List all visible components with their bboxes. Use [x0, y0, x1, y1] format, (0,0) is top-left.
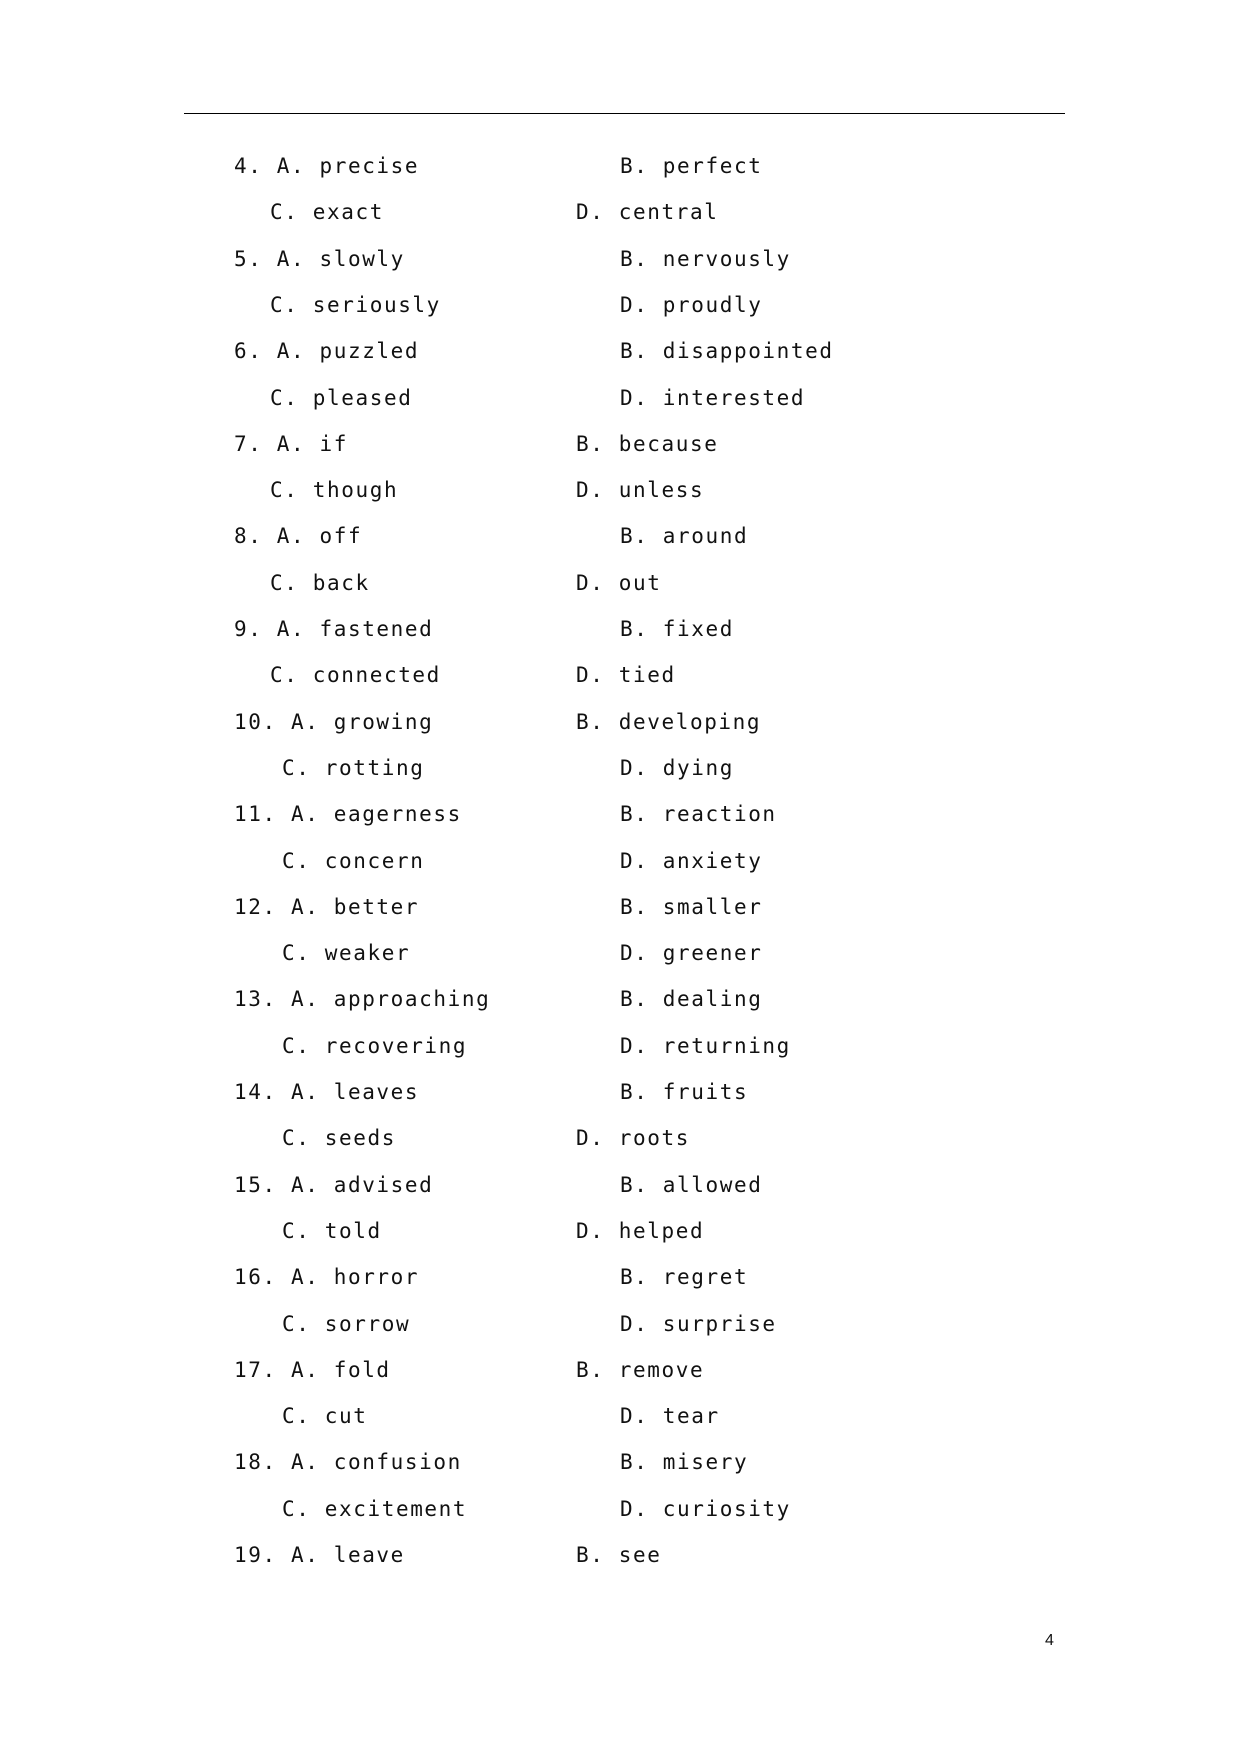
option-left: C. weaker	[282, 941, 411, 965]
option-left: 15. A. advised	[234, 1173, 434, 1197]
option-right: D. interested	[620, 386, 806, 410]
option-left: C. pleased	[270, 386, 413, 410]
option-right: D. greener	[620, 941, 763, 965]
option-left: 11. A. eagerness	[234, 802, 462, 826]
option-left: C. seeds	[282, 1126, 396, 1150]
option-right: D. tied	[576, 663, 676, 687]
option-right: B. developing	[576, 710, 762, 734]
header-rule	[184, 113, 1065, 114]
option-right: B. dealing	[620, 987, 763, 1011]
option-left: C. sorrow	[282, 1312, 411, 1336]
option-left: C. connected	[270, 663, 441, 687]
option-right: B. perfect	[620, 154, 763, 178]
option-right: D. proudly	[620, 293, 763, 317]
option-left: 8. A. off	[234, 524, 363, 548]
option-left: 18. A. confusion	[234, 1450, 462, 1474]
option-right: D. helped	[576, 1219, 705, 1243]
option-left: 19. A. leave	[234, 1543, 405, 1567]
option-left: 5. A. slowly	[234, 247, 405, 271]
option-right: B. fruits	[620, 1080, 749, 1104]
option-right: D. roots	[576, 1126, 690, 1150]
option-right: B. fixed	[620, 617, 734, 641]
option-left: 17. A. fold	[234, 1358, 391, 1382]
option-right: D. tear	[620, 1404, 720, 1428]
option-right: D. central	[576, 200, 719, 224]
option-left: 13. A. approaching	[234, 987, 491, 1011]
option-left: C. back	[270, 571, 370, 595]
option-left: 14. A. leaves	[234, 1080, 420, 1104]
option-left: 4. A. precise	[234, 154, 420, 178]
option-right: D. curiosity	[620, 1497, 791, 1521]
option-left: 12. A. better	[234, 895, 420, 919]
option-left: C. exact	[270, 200, 384, 224]
option-right: B. disappointed	[620, 339, 834, 363]
option-right: D. out	[576, 571, 662, 595]
option-right: B. reaction	[620, 802, 777, 826]
option-right: B. remove	[576, 1358, 705, 1382]
option-right: D. surprise	[620, 1312, 777, 1336]
option-left: C. though	[270, 478, 399, 502]
option-left: C. concern	[282, 849, 425, 873]
option-right: B. see	[576, 1543, 662, 1567]
option-right: D. dying	[620, 756, 734, 780]
option-left: C. excitement	[282, 1497, 468, 1521]
page-number: 4	[1045, 1632, 1054, 1649]
option-left: C. rotting	[282, 756, 425, 780]
option-right: D. unless	[576, 478, 705, 502]
option-left: 16. A. horror	[234, 1265, 420, 1289]
option-left: 9. A. fastened	[234, 617, 434, 641]
option-left: C. cut	[282, 1404, 368, 1428]
option-left: C. told	[282, 1219, 382, 1243]
option-left: 10. A. growing	[234, 710, 434, 734]
option-left: 7. A. if	[234, 432, 348, 456]
option-right: B. allowed	[620, 1173, 763, 1197]
option-right: B. nervously	[620, 247, 791, 271]
option-right: B. smaller	[620, 895, 763, 919]
option-left: C. seriously	[270, 293, 441, 317]
option-right: D. anxiety	[620, 849, 763, 873]
option-right: D. returning	[620, 1034, 791, 1058]
option-right: B. because	[576, 432, 719, 456]
option-right: B. misery	[620, 1450, 749, 1474]
option-left: 6. A. puzzled	[234, 339, 420, 363]
option-right: B. around	[620, 524, 749, 548]
option-left: C. recovering	[282, 1034, 468, 1058]
option-right: B. regret	[620, 1265, 749, 1289]
